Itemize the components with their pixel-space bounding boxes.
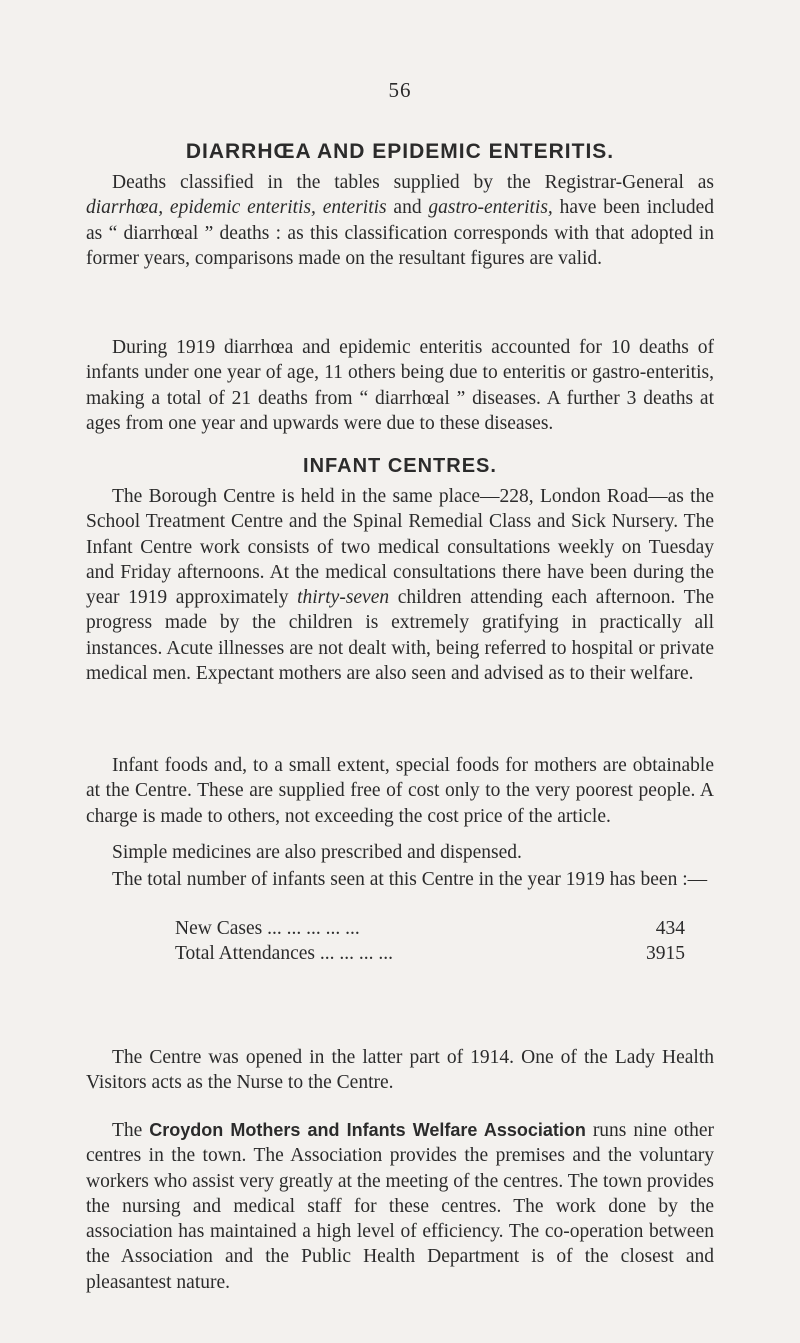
p8-text-b: runs nine other centres in the town. The Association provides the premises and the voluntary workers who assist very greatly at the meeting of the centres. The town provides the nursing and medical staff for these centres. The work done by the association has maintained a high level of efficiency. The co-operation between the Association and the Public Health Department is of the closest and pleasantest nature. xyxy=(86,1120,714,1293)
stat-row-new-cases xyxy=(175,918,685,940)
stat-label: Total Attendances ... ... ... ... xyxy=(175,943,393,964)
section-heading-infant-centres: INFANT CENTRES. xyxy=(303,455,497,477)
p7-text: The Centre was opened in the latter part of 1914. One of the Lady Health Visitors acts as the Nurse to the Centre. xyxy=(86,1047,714,1094)
p1-term-last: gastro-enteritis, xyxy=(428,197,553,219)
association-name: Croydon Mothers and Infants Welfare Association xyxy=(149,1120,586,1140)
p3-text-b: children attending each afternoon. The progress made by the children is extremely gratifying in practically all instances. Acute illnesses are not dealt with, being referred to hospital or private medical men. Expectant mothers are also seen and advised as to their welfare. xyxy=(86,587,714,685)
paragraph-infant-foods xyxy=(86,753,714,829)
p8-text-a: The xyxy=(112,1120,150,1141)
stat-value: 434 xyxy=(655,918,685,939)
p6-text: The total number of infants seen at this Centre in the year 1919 has been :— xyxy=(112,869,708,890)
section-heading-diarrhoea: DIARRHŒA AND EPIDEMIC ENTERITIS. xyxy=(185,140,615,163)
paragraph-total-infants xyxy=(86,867,714,892)
p4-text: Infant foods and, to a small extent, special foods for mothers are obtainable at the Centre. These are supplied free of cost only to the very poorest people. A charge is made to others, not exceeding the cost price of the article. xyxy=(86,755,714,827)
p5-text: Simple medicines are also prescribed and dispensed. xyxy=(112,842,522,863)
stat-row-total-attendances xyxy=(175,943,685,965)
paragraph-welfare-association xyxy=(86,1118,714,1295)
p3-emphasis: thirty-seven xyxy=(297,587,390,609)
stat-label: New Cases ... ... ... ... ... xyxy=(175,918,360,939)
paragraph-medicines xyxy=(86,840,714,865)
p3-text-a: The Borough Centre is held in the same place—228, London Road—as the School Treatment Centre and the Spinal Remedial Class and Sick Nursery. The Infant Centre work consists of two medical consultations weekly on Tuesday and Friday afternoons. At the medical consultations there have been during the year 1919 approximately xyxy=(86,486,714,609)
page-number: 56 xyxy=(388,78,412,102)
paragraph-deaths-1919 xyxy=(86,335,714,436)
p1-terms: diarrhœa, epidemic enteritis, enteritis xyxy=(86,197,387,219)
stat-value: 3915 xyxy=(646,943,685,964)
paragraph-centre-opened xyxy=(86,1045,714,1096)
paragraph-borough-centre xyxy=(86,484,714,686)
p1-text-a: Deaths classified in the tables supplied by the Registrar-General as xyxy=(112,172,714,193)
p1-text-b: have been included as “ diarrhœal ” deaths : as this classification corresponds with that adopted in former years, comparisons made on the resultant figures are valid. xyxy=(86,197,715,269)
p2-text: During 1919 diarrhœa and epidemic enteritis accounted for 10 deaths of infants under one year of age, 11 others being due to enteritis or gastro-enteritis, making a total of 21 deaths from “ diarrhœal ” diseases. A further 3 deaths at ages from one year and upwards were due to these diseases. xyxy=(86,337,714,434)
paragraph-classification xyxy=(86,170,714,271)
p1-and: and xyxy=(386,197,429,219)
